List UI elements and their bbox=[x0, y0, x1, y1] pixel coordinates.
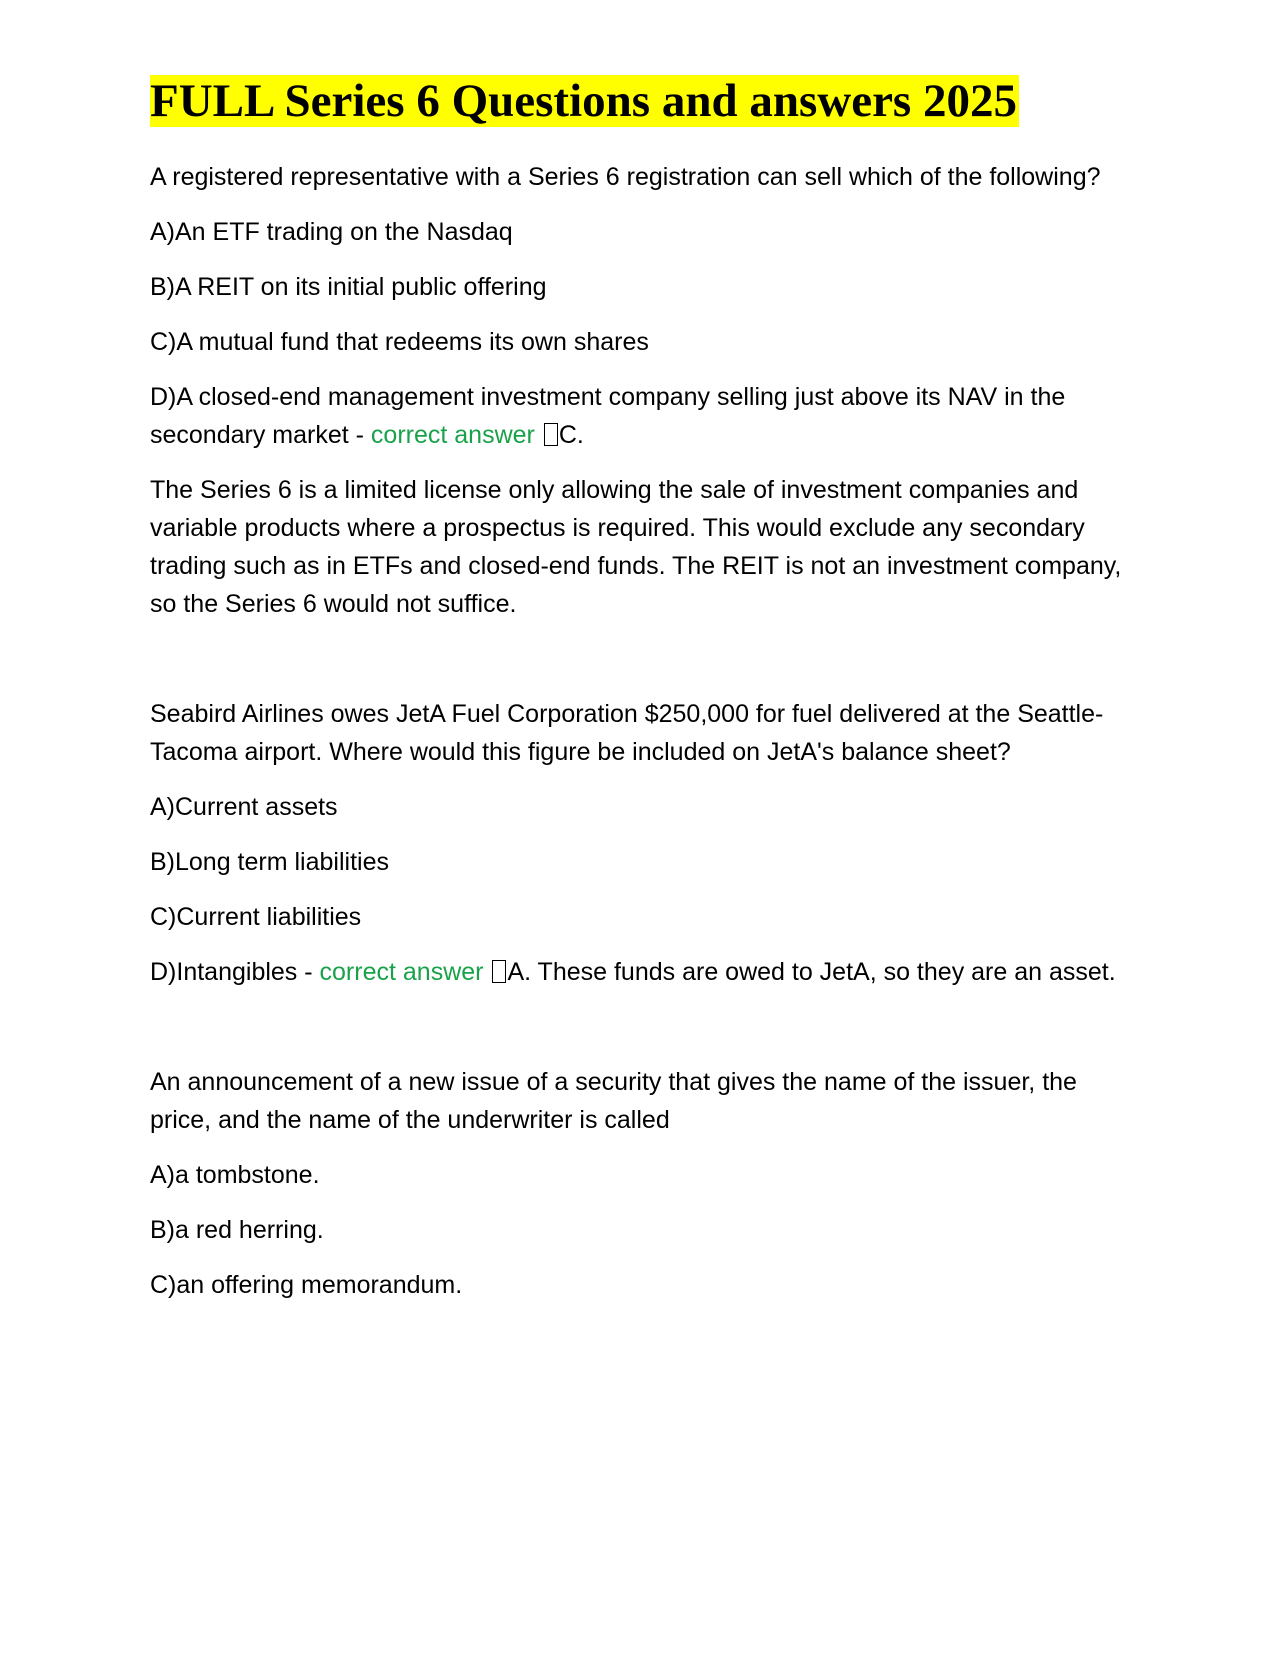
answer-explanation: The Series 6 is a limited license only allowing the sale of investment companies and variable products where a prospectus is required. This would exclude any secondary trading such as in ETFs and closed-end funds. The REIT is not an investment company, so the Series 6 would not suffice. bbox=[150, 476, 1122, 618]
question-stem: An announcement of a new issue of a security that gives the name of the issuer, the price, and the name of the underwriter is called bbox=[150, 1068, 1077, 1134]
question-stem: A registered representative with a Series 6 registration can sell which of the following? bbox=[150, 163, 1101, 191]
answer-text: C. bbox=[558, 421, 584, 449]
option-d-with-answer bbox=[150, 378, 1140, 454]
option-d-with-answer bbox=[150, 953, 1140, 991]
correct-answer-label: correct answer bbox=[370, 421, 535, 449]
option-c: C)an offering memorandum. bbox=[150, 1271, 463, 1299]
highlighted-title-text: FULL Series 6 Questions and answers 2025 bbox=[150, 75, 1017, 127]
document-page bbox=[150, 72, 1140, 1321]
document-title bbox=[150, 72, 1140, 130]
question-stem: Seabird Airlines owes JetA Fuel Corporation $250,000 for fuel delivered at the Seattle-Tacoma airport. Where would this figure be included on JetA's balance sheet? bbox=[150, 700, 1104, 766]
option-b: B)a red herring. bbox=[150, 1216, 324, 1244]
option-c: C)Current liabilities bbox=[150, 903, 362, 931]
option-a: A)Current assets bbox=[150, 793, 338, 821]
question-block-3 bbox=[150, 1063, 1140, 1304]
option-d-text: D)A closed-end management investment company selling just above its NAV in the secondary market - bbox=[150, 383, 1066, 449]
blank-line bbox=[150, 1008, 1140, 1063]
option-a: A)a tombstone. bbox=[150, 1161, 320, 1189]
option-c: C)A mutual fund that redeems its own shares bbox=[150, 328, 649, 356]
question-block-2 bbox=[150, 695, 1140, 991]
missing-glyph-box-icon bbox=[544, 423, 558, 446]
correct-answer-label: correct answer bbox=[319, 958, 484, 986]
option-a: A)An ETF trading on the Nasdaq bbox=[150, 218, 513, 246]
question-block-1 bbox=[150, 158, 1140, 623]
blank-line bbox=[150, 640, 1140, 695]
missing-glyph-box-icon bbox=[492, 960, 506, 983]
option-b: B)A REIT on its initial public offering bbox=[150, 273, 547, 301]
option-d-text: D)Intangibles - bbox=[150, 958, 320, 986]
option-b: B)Long term liabilities bbox=[150, 848, 389, 876]
answer-text: A. These funds are owed to JetA, so they are an asset. bbox=[507, 958, 1116, 986]
